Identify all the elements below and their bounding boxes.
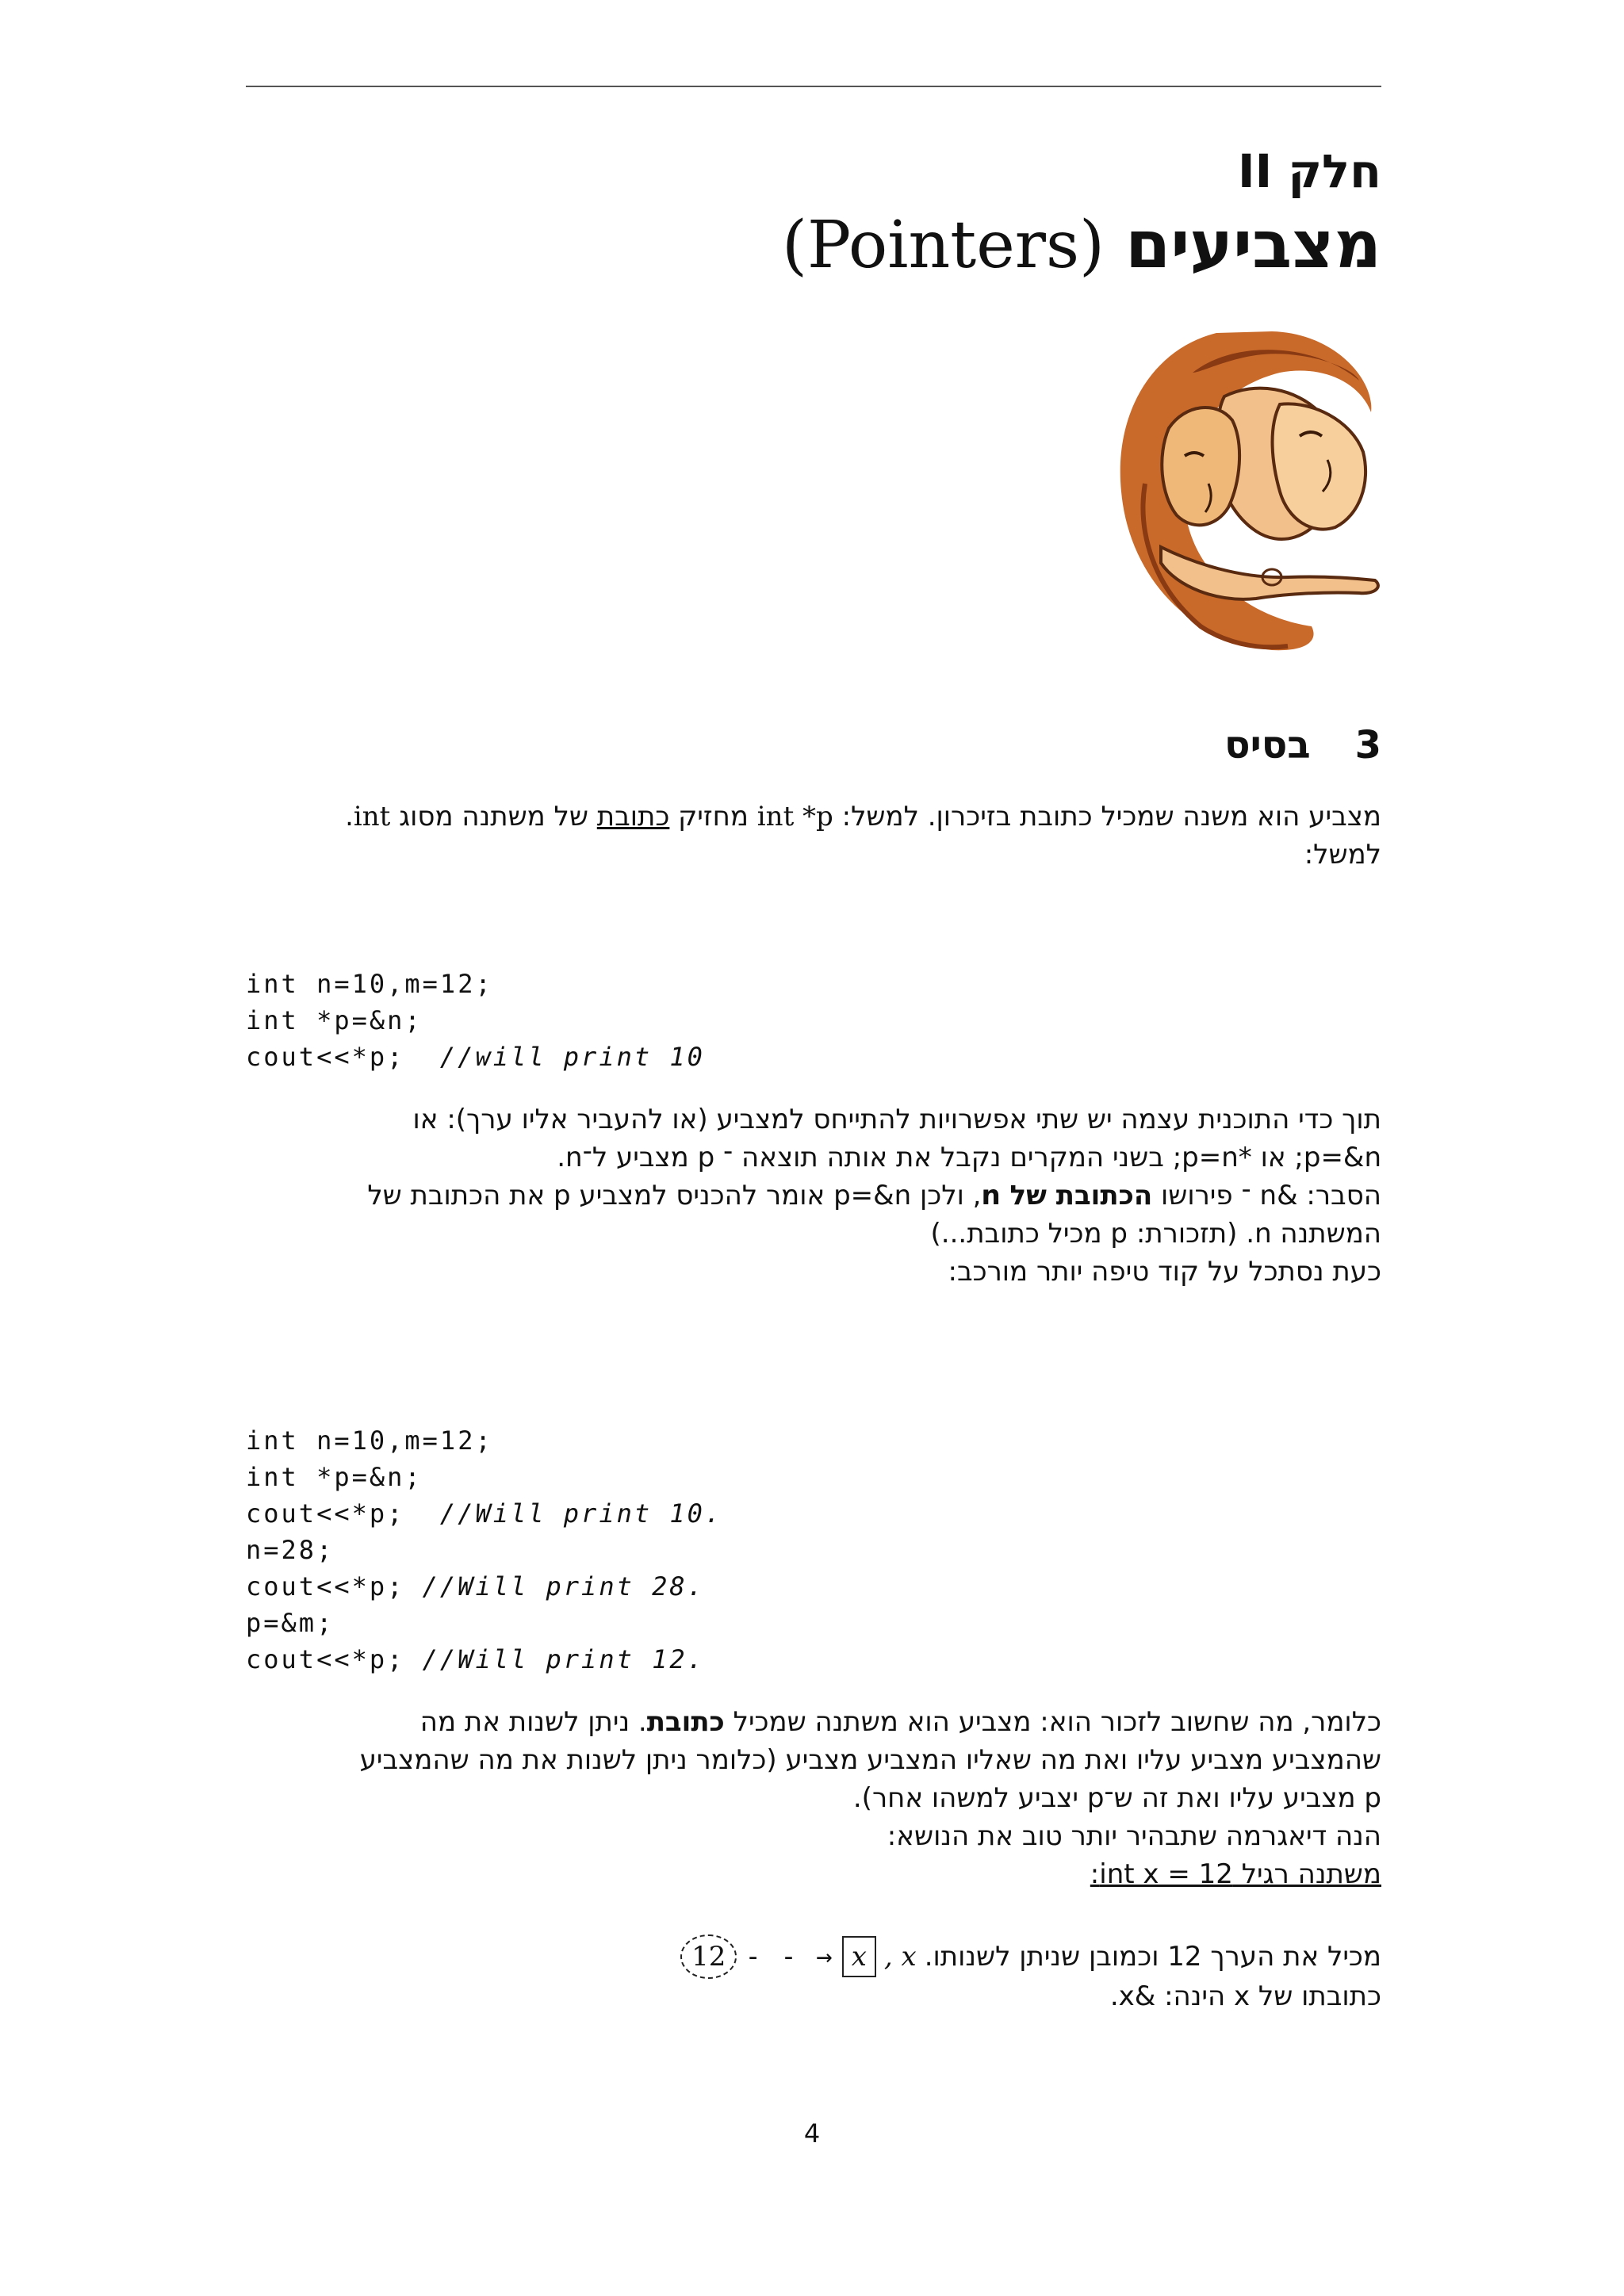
code-line — [246, 1039, 705, 1075]
header-rule — [246, 86, 1381, 87]
code-comment: //will print 10 — [439, 1042, 705, 1072]
code-line: p=&m; — [246, 1608, 335, 1638]
section-title: בסיס — [1224, 723, 1311, 767]
code-text: cout<<*p; — [246, 1498, 440, 1529]
pointing-faces-illustration — [1097, 325, 1383, 658]
code-comment: //Will print 28. — [422, 1571, 705, 1601]
code-text: cout<<*p; — [246, 1571, 423, 1601]
middle-line-5: כעת נסתכל על קוד טיפה יותר מורכב: — [948, 1256, 1381, 1288]
summary-line-5 — [246, 1855, 1381, 1893]
code-comment: //Will print 12. — [422, 1644, 705, 1674]
code-line — [246, 1568, 722, 1605]
part-title-hebrew: מצביעים — [1125, 208, 1381, 283]
summary-line-1 — [246, 1703, 1381, 1741]
code-block-2 — [246, 1386, 722, 1714]
intro-code: int *p — [756, 801, 833, 832]
intro-text-b: מחזיק — [669, 801, 757, 832]
summary-underlined: משתנה רגיל int x = 12: — [1090, 1858, 1381, 1890]
intro-underlined: כתובת — [596, 801, 670, 832]
summary-line-4: הנה דיאגרמה שתבהיר יותר טוב את הנושא: — [887, 1820, 1381, 1852]
variable-box: x — [842, 1936, 876, 1977]
intro-line-2: למשל: — [1304, 839, 1381, 871]
summary-line-3: p מצביע עליו ואת זה ש־p יצביע למשהו אחר). — [852, 1782, 1381, 1814]
summary-text-a: כלומר, מה שחשוב לזכור הוא: מצביע הוא משתנה שמכיל — [724, 1706, 1381, 1738]
intro-text-a: מצביע הוא משנה שמכיל כתובת בזיכרון. למשל: — [833, 801, 1381, 832]
middle-line-3 — [246, 1177, 1381, 1215]
middle-line-4: המשתנה n. (תזכורת: p מכיל כתובת...) — [930, 1218, 1381, 1249]
address-paragraph — [246, 1977, 1381, 2015]
value-circle: 12 — [680, 1934, 737, 1979]
code-line: int n=10,m=12; — [246, 969, 493, 999]
summary-paragraph — [246, 1703, 1381, 1893]
dashed-arrow-icon: - - → — [745, 1941, 834, 1973]
middle-paragraph — [246, 1100, 1381, 1291]
address-line: כתובתו של x הינה: &x. — [1109, 1980, 1381, 2012]
code-line: n=28; — [246, 1535, 335, 1565]
middle-line-2: p=&n; או *p=n; בשני המקרים נקבל את אותה תוצאה ־ p מצביע ל־n. — [557, 1142, 1381, 1173]
section-number: 3 — [1354, 723, 1381, 767]
intro-text-c: של משתנה מסוג — [390, 801, 597, 832]
middle-bold: הכתובת של n — [981, 1180, 1153, 1211]
code-text: cout<<*p; — [246, 1042, 440, 1072]
code-line — [246, 1495, 722, 1532]
code-text: cout<<*p; — [246, 1644, 423, 1674]
variable-diagram — [680, 1934, 1381, 1979]
intro-line-1: מצביע הוא משנה שמכיל כתובת בזיכרון. למשל: int *p מחזיק כתובת של משתנה מסוג int. — [345, 801, 1381, 832]
summary-line-2: שהמצביע מצביע עליו ואת מה שאליו המצביע מצביע (כלומר ניתן לשנות את מה שהמצביע — [359, 1744, 1381, 1776]
part-title — [782, 208, 1381, 283]
intro-type: int — [353, 801, 391, 832]
diagram-var-ref: , x — [883, 1941, 917, 1973]
code-line: int *p=&n; — [246, 1462, 423, 1492]
middle-text-b: , ולכן p=&n אומר להכניס למצביע p את הכתובת של — [367, 1180, 982, 1211]
part-title-english: (Pointers) — [782, 208, 1105, 283]
diagram-text: מכיל את הערך 12 וכמובן שניתן לשנותו. — [924, 1941, 1381, 1973]
page-number: 4 — [803, 2118, 821, 2149]
code-line: int n=10,m=12; — [246, 1425, 493, 1456]
code-line: int *p=&n; — [246, 1005, 423, 1035]
middle-line-1: תוך כדי התוכנית עצמה יש שתי אפשרויות להתייחס למצביע (או להעביר אליו ערך): או — [412, 1104, 1381, 1135]
code-line — [246, 1641, 722, 1678]
part-label: חלק II — [1237, 144, 1381, 198]
intro-paragraph — [246, 798, 1381, 874]
summary-text-b: . ניתן לשנות את מה — [419, 1706, 647, 1738]
section-heading — [1224, 723, 1381, 767]
code-block-1 — [246, 929, 705, 1112]
middle-text-a: הסבר: &n ־ פירושו — [1152, 1180, 1381, 1211]
summary-bold: כתובת — [646, 1706, 725, 1738]
code-comment: //Will print 10. — [439, 1498, 723, 1529]
